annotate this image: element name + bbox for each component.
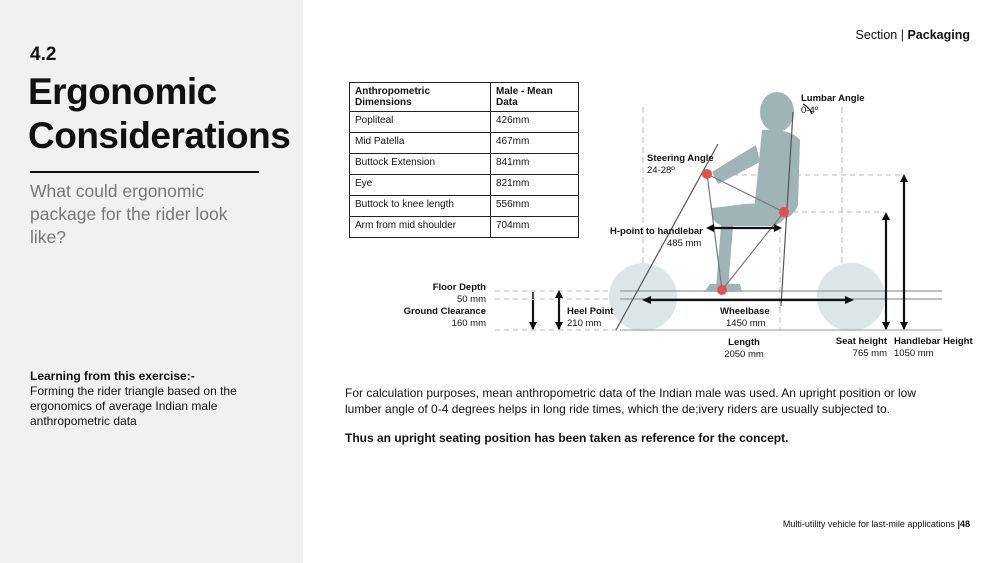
triangle-edge (707, 174, 722, 290)
table-header: Anthropometric Dimensions (350, 83, 491, 112)
hpoint-value: 485 mm (667, 238, 702, 249)
rider-ergonomics-diagram (380, 80, 980, 370)
conclusion-text: Thus an upright seating position has been taken as reference for the concept. (345, 431, 789, 445)
table-cell: 821mm (491, 175, 579, 196)
table-cell: Popliteal (350, 112, 491, 133)
handlebar-point (702, 169, 712, 179)
body-paragraph: For calculation purposes, mean anthropometric data of the Indian male was used. An upright position or low lumber angle of 0-4 degrees helps in long ride times, which the de;ivery riders are usually subjected to. (345, 386, 916, 416)
rear-wheel (817, 263, 885, 331)
floor-depth-label: Floor Depth (432, 282, 486, 293)
table-cell: 556mm (491, 196, 579, 217)
page-title: Ergonomic Considerations (28, 71, 291, 156)
left-panel (0, 0, 303, 563)
steering-angle-label: Steering Angle (647, 153, 714, 164)
title-divider (30, 171, 259, 173)
heel-point (717, 285, 727, 295)
ground-clearance-label: Ground Clearance (403, 306, 486, 317)
table-cell: Eye (350, 175, 491, 196)
rider-head (760, 92, 794, 132)
table-cell: Mid Patella (350, 133, 491, 154)
table-header: Male - Mean Data (491, 83, 579, 112)
section-separator: | (900, 28, 904, 42)
page-number-separator: | (957, 519, 960, 529)
arrow-head (900, 174, 908, 182)
arrow-head (882, 322, 890, 330)
learning-body: Forming the rider triangle based on the ergonomics of average Indian male anthropometric data (30, 384, 237, 428)
heel-point-label: Heel Point (567, 306, 614, 317)
wheelbase-label: Wheelbase (720, 306, 770, 317)
rider-shin (716, 214, 734, 288)
arrow-head (529, 322, 537, 330)
section-number: 4.2 (30, 44, 57, 65)
rider-arm (712, 145, 760, 184)
lumbar-angle-label: Lumbar Angle (801, 93, 865, 104)
arrow-head (555, 322, 563, 330)
arrow-head (882, 212, 890, 220)
arrow-head (774, 224, 782, 232)
floor-depth-value: 50 mm (456, 294, 486, 305)
page-footer (783, 519, 970, 529)
steering-angle-value: 24-28º (647, 165, 675, 176)
diagram-labels (404, 93, 974, 360)
table-cell: 704mm (491, 217, 579, 238)
learning-heading: Learning from this exercise:- (30, 369, 195, 383)
handlebar-height-value: 1050 mm (894, 348, 934, 359)
table-cell: Buttock to knee length (350, 196, 491, 217)
length-value: 2050 mm (724, 349, 764, 360)
table-cell: 426mm (491, 112, 579, 133)
section-label (856, 28, 970, 42)
front-wheel (609, 263, 677, 331)
section-name: Packaging (907, 28, 970, 42)
hpoint-label: H-point to handlebar (610, 226, 703, 237)
arrow-head (706, 224, 714, 232)
seat-height-value: 765 mm (852, 348, 887, 359)
handlebar-height-label: Handlebar Height (894, 336, 973, 347)
h-point (779, 207, 789, 217)
arrow-head (900, 322, 908, 330)
table-cell: 841mm (491, 154, 579, 175)
table-cell: Buttock Extension (350, 154, 491, 175)
section-prefix: Section (855, 28, 898, 42)
page-subtitle: What could ergonomic package for the rider look like? (30, 181, 228, 247)
length-label: Length (728, 337, 760, 348)
wheelbase-value: 1450 mm (726, 318, 766, 329)
seat-height-label: Seat height (835, 336, 887, 347)
table-cell: Arm from mid shoulder (350, 217, 491, 238)
lumbar-angle-value: 0-4º (801, 105, 819, 116)
ground-clearance-value: 160 mm (451, 318, 486, 329)
table-cell: 467mm (491, 133, 579, 154)
heel-point-value: 210 mm (567, 318, 602, 329)
page-number: 48 (959, 519, 970, 529)
footer-text: Multi-utility vehicle for last-mile applications (782, 519, 955, 529)
